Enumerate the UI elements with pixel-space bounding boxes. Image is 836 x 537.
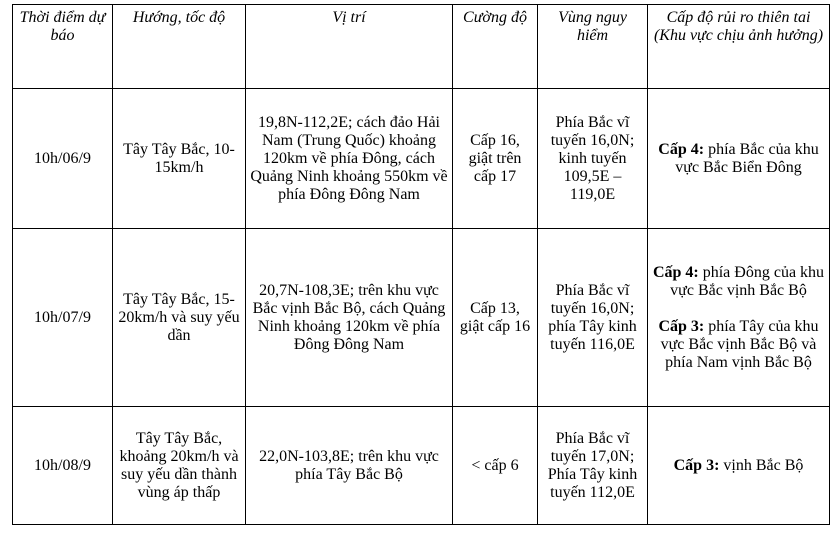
cell-risk (648, 89, 830, 229)
cell-time: 10h/07/9 (13, 229, 113, 407)
header-intensity: Cường độ (453, 5, 538, 89)
cell-risk (648, 407, 830, 525)
table-row (13, 89, 830, 229)
cell-risk (648, 229, 830, 407)
header-forecast-time: Thời điểm dự báo (13, 5, 113, 89)
cell-intensity: Cấp 16, giật trên cấp 17 (453, 89, 538, 229)
cell-position: 22,0N-103,8E; trên khu vực phía Tây Bắc Bộ (246, 407, 453, 525)
risk-entry (652, 457, 825, 475)
risk-entry (652, 318, 825, 372)
table-row (13, 229, 830, 407)
header-danger-zone: Vùng nguy hiểm (538, 5, 648, 89)
cell-position: 19,8N-112,2E; cách đảo Hải Nam (Trung Quốc) khoảng 120km về phía Đông, cách Quảng Ninh khoảng 550km về phía Đông Đông Nam (246, 89, 453, 229)
table-row (13, 407, 830, 525)
risk-area-text: phía Tây của khu vực Bắc vịnh Bắc Bộ và phía Nam vịnh Bắc Bộ (660, 317, 819, 371)
risk-entry (652, 264, 825, 300)
cell-position: 20,7N-108,3E; trên khu vực Bắc vịnh Bắc Bộ, cách Quảng Ninh khoảng 120km về phía Đông Đông Nam (246, 229, 453, 407)
risk-area-text: phía Bắc của khu vực Bắc Biển Đông (675, 140, 819, 176)
risk-entry (652, 141, 825, 177)
cell-intensity: Cấp 13, giật cấp 16 (453, 229, 538, 407)
cell-direction: Tây Tây Bắc, 10-15km/h (113, 89, 246, 229)
cell-direction: Tây Tây Bắc, 15-20km/h và suy yếu dần (113, 229, 246, 407)
storm-forecast-table (12, 4, 830, 525)
header-risk-level: Cấp độ rủi ro thiên tai (Khu vực chịu ảnh hưởng) (648, 5, 830, 89)
risk-level-label: Cấp 4: (652, 263, 699, 281)
risk-area-text: phía Đông của khu vực Bắc vịnh Bắc Bộ (670, 263, 825, 299)
risk-area-text: vịnh Bắc Bộ (719, 456, 804, 474)
cell-danger-zone: Phía Bắc vĩ tuyến 16,0N; kinh tuyến 109,5E – 119,0E (538, 89, 648, 229)
risk-spacer (652, 300, 825, 318)
cell-danger-zone: Phía Bắc vĩ tuyến 16,0N; phía Tây kinh tuyến 116,0E (538, 229, 648, 407)
cell-danger-zone: Phía Bắc vĩ tuyến 17,0N; Phía Tây kinh tuyến 112,0E (538, 407, 648, 525)
cell-direction: Tây Tây Bắc, khoảng 20km/h và suy yếu dần thành vùng áp thấp (113, 407, 246, 525)
cell-time: 10h/06/9 (13, 89, 113, 229)
header-position: Vị trí (246, 5, 453, 89)
header-direction-speed: Hướng, tốc độ (113, 5, 246, 89)
risk-level-label: Cấp 3: (658, 317, 705, 335)
table-header-row (13, 5, 830, 89)
risk-level-label: Cấp 4: (658, 140, 705, 158)
cell-intensity: < cấp 6 (453, 407, 538, 525)
risk-level-label: Cấp 3: (673, 456, 720, 474)
cell-time: 10h/08/9 (13, 407, 113, 525)
